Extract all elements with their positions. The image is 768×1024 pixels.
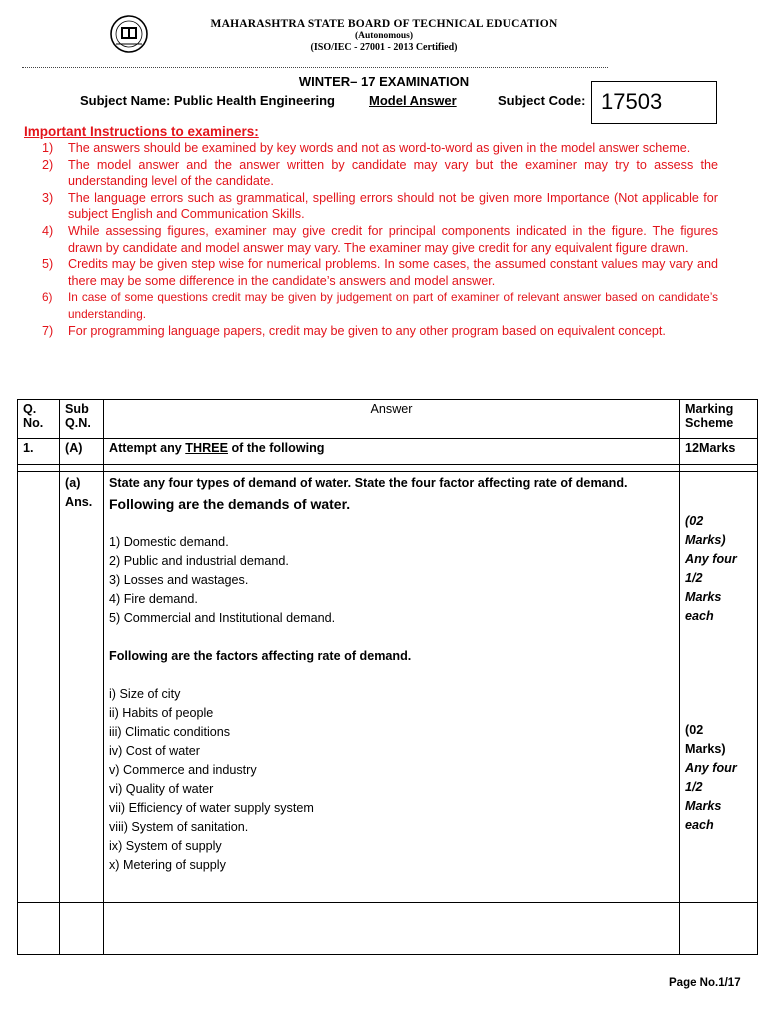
cell-marks: 12Marks: [680, 439, 758, 465]
header-qno: Q. No.: [18, 400, 60, 439]
marks-block-2: (02 Marks) Any four 1/2 Marks each: [685, 723, 737, 832]
list-item: vi) Quality of water: [109, 782, 214, 796]
list-item: 4) Fire demand.: [109, 592, 198, 606]
list-item: ix) System of supply: [109, 839, 222, 853]
header-answer: Answer: [104, 400, 680, 439]
demands-list: [109, 533, 674, 628]
cell-qno: [18, 472, 60, 903]
board-header: [0, 18, 768, 53]
header-divider: [22, 67, 608, 68]
list-item: 5) Commercial and Institutional demand.: [109, 611, 336, 625]
instruction-item: 3) The language errors such as grammatical, spelling errors should not be given more Importance (Not applicable for subject English and Communication Skills.: [42, 190, 718, 222]
model-answer-label: Model Answer: [369, 93, 457, 108]
list-item: vii) Efficiency of water supply system: [109, 801, 314, 815]
instructions-list: [18, 140, 718, 339]
list-item: i) Size of city: [109, 687, 181, 701]
answer-table: [17, 399, 758, 955]
instruction-item: 4) While assessing figures, examiner may give credit for principal components indicated in the figure. The figures drawn by candidate and model answer may vary. The examiner may give credit for any equivalent figure drawn.: [42, 223, 718, 255]
factors-heading: Following are the factors affecting rate of demand.: [109, 649, 412, 663]
instruction-item: 1) The answers should be examined by key words and not as word-to-word as given in the model answer scheme.: [42, 141, 691, 155]
list-item: viii) System of sanitation.: [109, 820, 249, 834]
list-item: 3) Losses and wastages.: [109, 573, 249, 587]
list-item: iii) Climatic conditions: [109, 725, 231, 739]
list-item: 1) Domestic demand.: [109, 535, 229, 549]
demands-heading: Following are the demands of water.: [109, 496, 351, 512]
list-item: ii) Habits of people: [109, 706, 214, 720]
header-sub: Sub Q.N.: [60, 400, 104, 439]
instruction-item: 2) The model answer and the answer written by candidate may vary but the examiner may try to assess the understanding level of the candidate.: [42, 157, 718, 189]
list-item: 2) Public and industrial demand.: [109, 554, 289, 568]
factors-list: [109, 685, 674, 875]
cell-qno: 1.: [18, 439, 60, 465]
cell-sub: (a) Ans.: [60, 472, 104, 903]
subject-code-label: Subject Code:: [498, 93, 586, 108]
cell-answer: Attempt any THREE of the following: [104, 439, 680, 465]
list-item: v) Commerce and industry: [109, 763, 257, 777]
exam-title: WINTER– 17 EXAMINATION: [298, 74, 470, 89]
subject-code-box: 17503: [591, 81, 717, 124]
table-row: [18, 903, 758, 955]
instruction-item: 5) Credits may be given step wise for numerical problems. In some cases, the assumed constant values may vary and there may be some difference in the candidate’s answers and model answer.: [42, 257, 718, 288]
instruction-item: 6) In case of some questions credit may be given by judgement on part of examiner of relevant answer based on candidate’s understanding.: [42, 290, 718, 321]
instruction-item: 7) For programming language papers, credit may be given to any other program based on equivalent concept.: [42, 323, 666, 338]
header-marking: Marking Scheme: [680, 400, 758, 439]
board-name: MAHARASHTRA STATE BOARD OF TECHNICAL EDUCATION: [210, 18, 558, 30]
cell-answer: [104, 472, 680, 903]
autonomous-label: (Autonomous): [354, 31, 414, 41]
table-row: [18, 472, 758, 903]
table-header-row: [18, 400, 758, 439]
table-row: [18, 439, 758, 465]
list-item: x) Metering of supply: [109, 858, 226, 872]
instructions-title: Important Instructions to examiners:: [24, 124, 259, 139]
page-number: Page No.1/17: [669, 977, 741, 989]
certification-label: (ISO/IEC - 27001 - 2013 Certified): [310, 42, 458, 53]
marks-block-1: (02 Marks) Any four 1/2 Marks each: [685, 514, 737, 623]
question-text: State any four types of demand of water. State the four factor affecting rate of demand.: [109, 476, 628, 490]
cell-marks: [680, 472, 758, 903]
table-spacer-row: [18, 465, 758, 472]
cell-sub: (A): [60, 439, 104, 465]
list-item: iv) Cost of water: [109, 744, 200, 758]
subject-name: Subject Name: Public Health Engineering: [80, 93, 335, 108]
